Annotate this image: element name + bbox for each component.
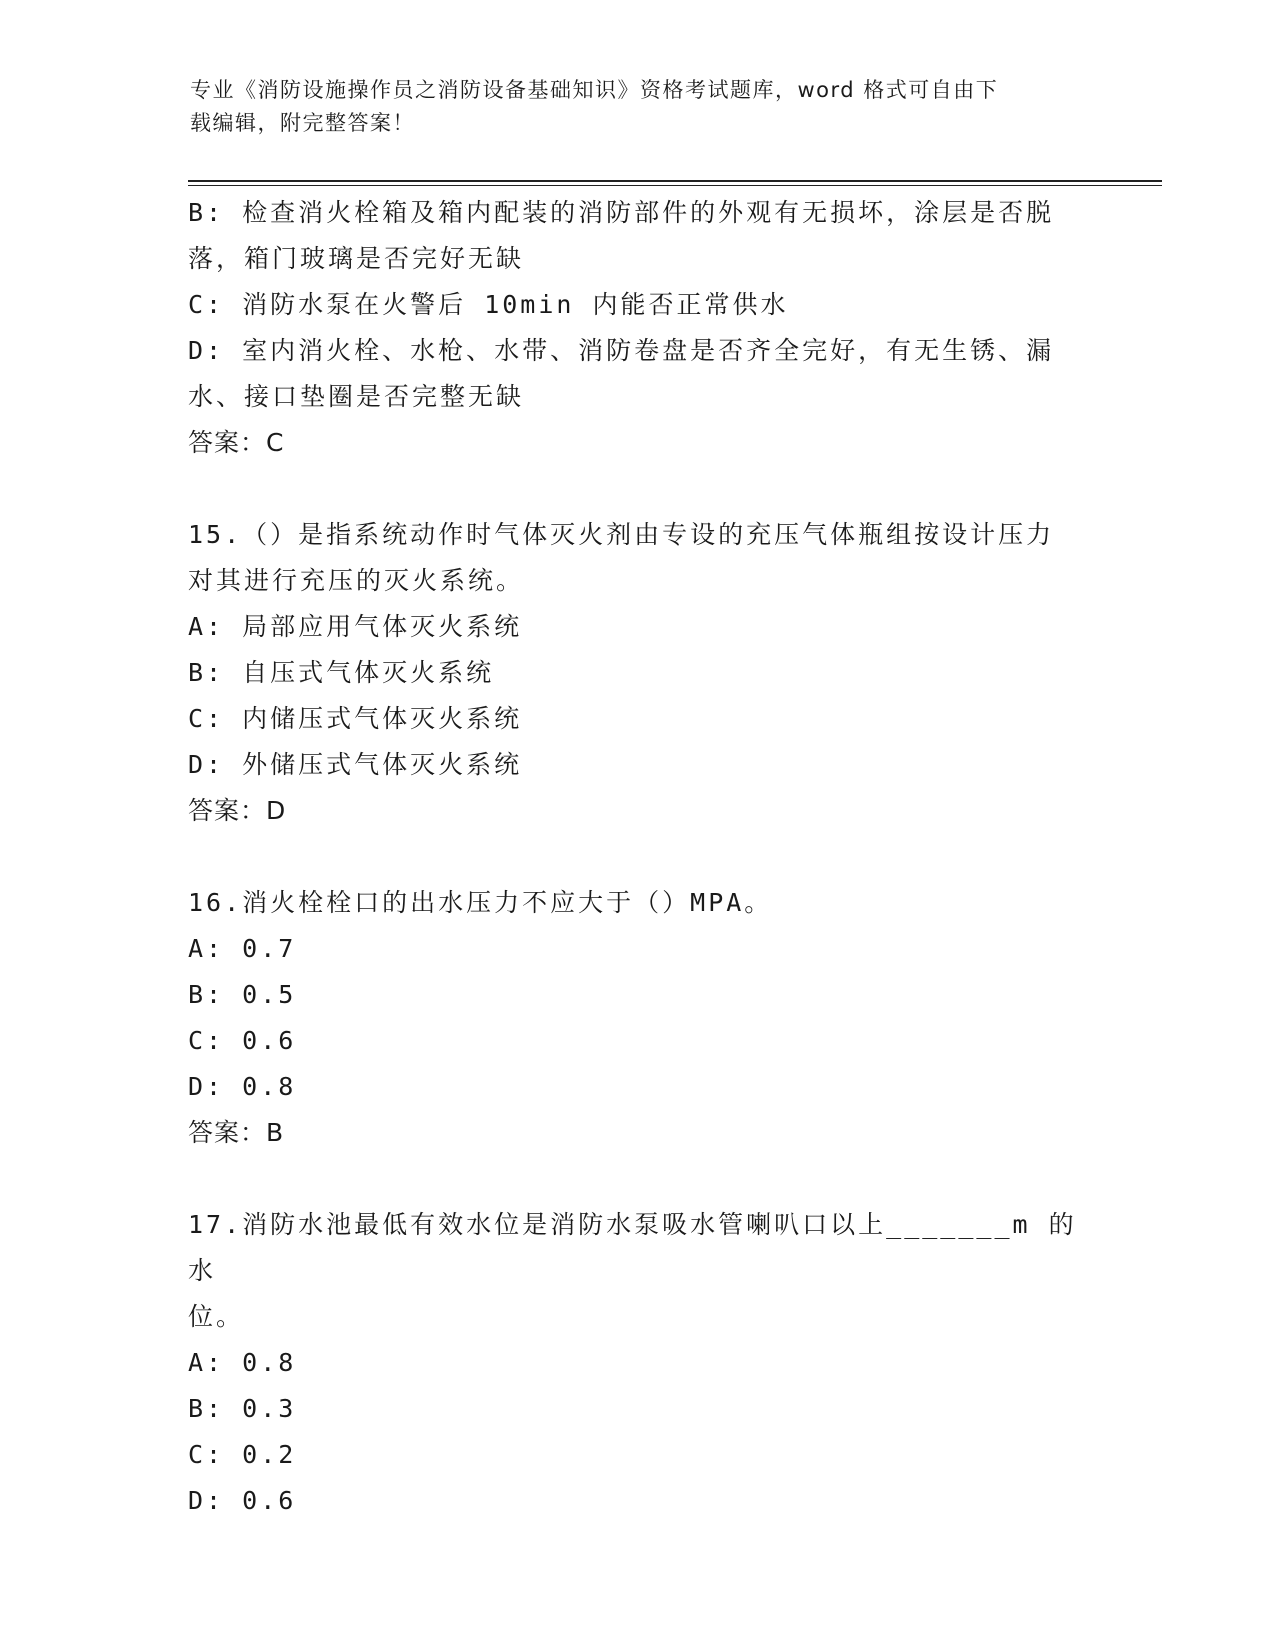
question-stem-line-1: 15.（）是指系统动作时气体灭火剂由专设的充压气体瓶组按设计压力 xyxy=(188,520,1055,549)
option-b-line-1: B: 检查消火栓箱及箱内配装的消防部件的外观有无损坏，涂层是否脱 xyxy=(188,198,1055,227)
answer: 答案：D xyxy=(188,796,287,825)
header-line-1: 专业《消防设施操作员之消防设备基础知识》资格考试题库，word 格式可自由下 xyxy=(190,78,999,102)
option-b: B: 0.5 xyxy=(188,980,297,1009)
option-c: C: 内储压式气体灭火系统 xyxy=(188,704,523,733)
question-stem-line-2: 对其进行充压的灭火系统。 xyxy=(188,566,525,595)
header-line-2: 载编辑，附完整答案！ xyxy=(190,111,415,135)
answer: 答案：B xyxy=(188,1118,285,1147)
spacer xyxy=(188,834,1088,880)
option-c: C: 消防水泵在火警后 10min 内能否正常供水 xyxy=(188,290,789,319)
answer: 答案：C xyxy=(188,428,285,457)
header-divider-thick xyxy=(188,180,1162,182)
option-c: C: 0.2 xyxy=(188,1440,297,1469)
option-d: D: 0.6 xyxy=(188,1486,297,1515)
option-b: B: 0.3 xyxy=(188,1394,297,1423)
question-15 xyxy=(188,512,1088,834)
option-a: A: 局部应用气体灭火系统 xyxy=(188,612,523,641)
option-a: A: 0.7 xyxy=(188,934,297,963)
question-17 xyxy=(188,1202,1088,1524)
option-d: D: 0.8 xyxy=(188,1072,297,1101)
option-a: A: 0.8 xyxy=(188,1348,297,1377)
question-stem-line-1: 17.消防水池最低有效水位是消防水泵吸水管喇叭口以上_______m 的水 xyxy=(188,1210,1077,1285)
question-16 xyxy=(188,880,1088,1156)
option-b: B: 自压式气体灭火系统 xyxy=(188,658,495,687)
question-14-continued xyxy=(188,190,1088,466)
header-divider-thin xyxy=(188,185,1162,186)
question-stem-line-2: 位。 xyxy=(188,1302,245,1331)
option-d-line-2: 水、接口垫圈是否完整无缺 xyxy=(188,382,525,411)
option-b-line-2: 落，箱门玻璃是否完好无缺 xyxy=(188,244,525,273)
spacer xyxy=(188,1156,1088,1202)
option-c: C: 0.6 xyxy=(188,1026,297,1055)
question-content xyxy=(188,190,1088,1524)
option-d: D: 外储压式气体灭火系统 xyxy=(188,750,523,779)
spacer xyxy=(188,466,1088,512)
document-header xyxy=(190,74,1090,140)
question-stem: 16.消火栓栓口的出水压力不应大于（）MPA。 xyxy=(188,888,773,917)
option-d-line-1: D: 室内消火栓、水枪、水带、消防卷盘是否齐全完好，有无生锈、漏 xyxy=(188,336,1055,365)
